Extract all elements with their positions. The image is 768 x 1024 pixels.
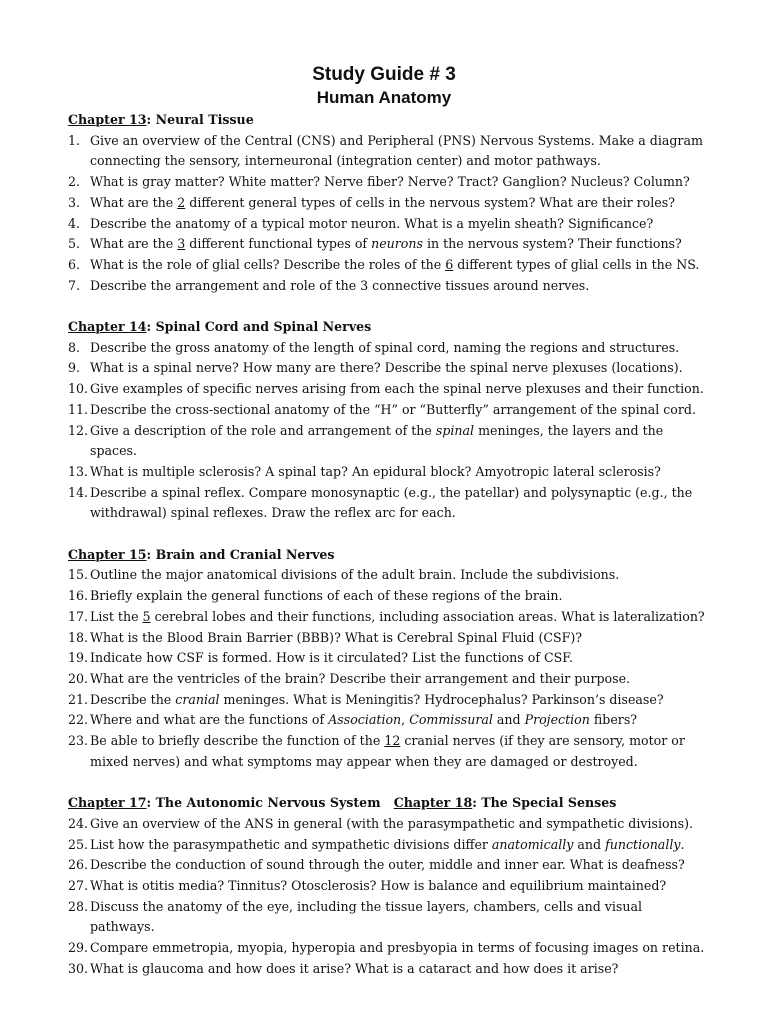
list-item: 8. Describe the gross anatomy of the length of spinal cord, naming the regions and structures. <box>68 339 680 355</box>
list-item: 5. What are the 3 different functional types of neurons in the nervous system? Their functions? <box>68 236 682 252</box>
list-item: 23. Be able to briefly describe the function of the 12 cranial nerves (if they are sensory, motor or mixed nerves) and what symptoms may appear when they are damaged or destroyed. <box>68 733 685 769</box>
chapter-heading: Chapter 14: Spinal Cord and Spinal Nerves <box>68 319 372 335</box>
section-gap <box>68 772 708 793</box>
list-item: 2. What is gray matter? White matter? Nerve fiber? Nerve? Tract? Ganglion? Nucleus? Column? <box>68 174 690 190</box>
study-guide-content <box>68 110 708 979</box>
chapter-heading: Chapter 17: The Autonomic Nervous System Chapter 18: The Special Senses <box>68 795 617 811</box>
list-item: 1. Give an overview of the Central (CNS) and Peripheral (PNS) Nervous Systems. Make a diagram connecting the sensory, interneuronal (integration center) and motor pathways. <box>68 132 703 169</box>
list-item: 27. What is otitis media? Tinnitus? Otosclerosis? How is balance and equilibrium maintained? <box>68 877 667 893</box>
page-title: Study Guide # 3 <box>312 64 456 85</box>
list-item: 12. Give a description of the role and arrangement of the spinal meninges, the layers and the spaces. <box>68 422 664 459</box>
list-item: 16. Briefly explain the general functions of each of these regions of the brain. <box>68 588 563 604</box>
list-item: 6. What is the role of glial cells? Describe the roles of the 6 different types of glial cells in the NS. <box>68 256 700 272</box>
page-subtitle: Human Anatomy <box>316 88 452 107</box>
list-item: 21. Describe the cranial meninges. What is Meningitis? Hydrocephalus? Parkinson’s disease? <box>68 691 664 707</box>
list-item: 24. Give an overview of the ANS in general (with the parasympathetic and sympathetic divisions). <box>68 815 694 831</box>
list-item: 26. Describe the conduction of sound through the outer, middle and inner ear. What is deafness? <box>68 857 685 873</box>
list-item: 20. What are the ventricles of the brain? Describe their arrangement and their purpose. <box>68 670 631 686</box>
chapter-heading: Chapter 15: Brain and Cranial Nerves <box>68 546 335 562</box>
list-item: 7. Describe the arrangement and role of the 3 connective tissues around nerves. <box>68 277 590 293</box>
list-item: 25. List how the parasympathetic and sympathetic divisions differ anatomically and functionally. <box>68 836 685 852</box>
list-item: 30. What is glaucoma and how does it arise? What is a cataract and how does it arise? <box>68 960 619 976</box>
list-item: 19. Indicate how CSF is formed. How is it circulated? List the functions of CSF. <box>68 650 574 666</box>
list-item: 15. Outline the major anatomical divisions of the adult brain. Include the subdivisions. <box>68 567 620 583</box>
list-item: 11. Describe the cross-sectional anatomy of the “H” or “Butterfly” arrangement of the spinal cord. <box>68 401 696 417</box>
section-gap <box>68 296 708 317</box>
list-item: 17. List the 5 cerebral lobes and their functions, including association areas. What is lateralization? <box>68 608 705 624</box>
list-item: 28. Discuss the anatomy of the eye, including the tissue layers, chambers, cells and visual pathways. <box>68 898 643 935</box>
list-item: 14. Describe a spinal reflex. Compare monosynaptic (e.g., the patellar) and polysynaptic (e.g., the withdrawal) spinal reflexes. Draw the reflex arc for each. <box>68 484 693 521</box>
list-item: 18. What is the Blood Brain Barrier (BBB)? What is Cerebral Spinal Fluid (CSF)? <box>68 629 583 645</box>
section-gap <box>68 524 708 545</box>
chapter-heading: Chapter 13: Neural Tissue <box>68 112 254 127</box>
list-item: 10. Give examples of specific nerves arising from each the spinal nerve plexuses and their function. <box>68 381 704 397</box>
list-item: 4. Describe the anatomy of a typical motor neuron. What is a myelin sheath? Significance? <box>68 215 654 231</box>
list-item: 13. What is multiple sclerosis? A spinal tap? An epidural block? Amyotropic lateral sclerosis? <box>68 463 661 479</box>
list-item: 29. Compare emmetropia, myopia, hyperopia and presbyopia in terms of focusing images on retina. <box>68 940 705 956</box>
list-item: 9. What is a spinal nerve? How many are there? Describe the spinal nerve plexuses (locations). <box>68 360 683 376</box>
list-item: 3. What are the 2 different general types of cells in the nervous system? What are their roles? <box>68 194 675 210</box>
list-item: 22. Where and what are the functions of Association, Commissural and Projection fibers? <box>68 712 638 728</box>
